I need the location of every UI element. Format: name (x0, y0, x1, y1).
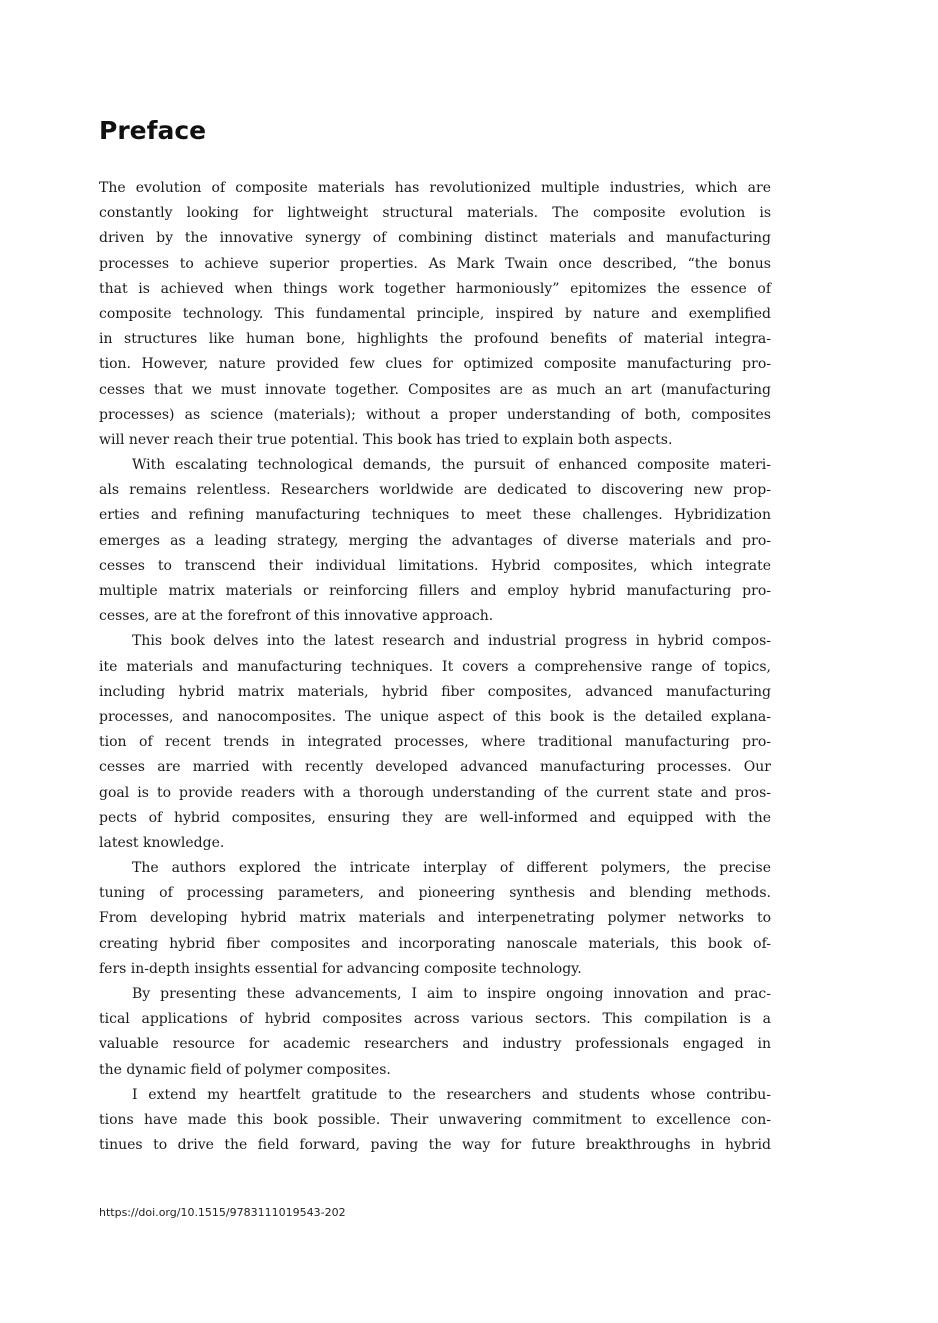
text-line: tions have made this book possible. Their unwavering commitment to excellence con- (99, 1111, 771, 1128)
text-line: tion. However, nature provided few clues for optimized composite manufacturing pro- (99, 356, 771, 373)
text-line: cesses, are at the forefront of this innovative approach. (99, 608, 494, 625)
text-line: ite materials and manufacturing techniques. It covers a comprehensive range of topics, (99, 658, 771, 675)
text-line: fers in-depth insights essential for advancing composite technology. (99, 960, 582, 977)
paragraph (99, 1083, 771, 1159)
body-text (99, 176, 771, 1158)
text-line: By presenting these advancements, I aim to inspire ongoing innovation and prac- (132, 986, 771, 1002)
text-line: processes to achieve superior properties. As Mark Twain once described, “the bonus (99, 255, 771, 272)
text-line: including hybrid matrix materials, hybrid fiber composites, advanced manufacturing (99, 683, 771, 700)
text-line: With escalating technological demands, the pursuit of enhanced composite materi- (132, 457, 771, 474)
text-line: latest knowledge. (99, 834, 225, 851)
text-line: tion of recent trends in integrated processes, where traditional manufacturing pro- (99, 734, 771, 751)
text-line: composite technology. This fundamental principle, inspired by nature and exemplified (99, 305, 771, 322)
text-line: driven by the innovative synergy of combining distinct materials and manufacturing (99, 230, 771, 247)
text-line: will never reach their true potential. This book has tried to explain both aspects. (99, 431, 673, 448)
text-line: The evolution of composite materials has revolutionized multiple industries, which are (99, 180, 771, 196)
text-line: multiple matrix materials or reinforcing fillers and employ hybrid manufacturing pro- (99, 583, 771, 599)
text-line: The authors explored the intricate interplay of different polymers, the precise (132, 860, 771, 877)
paragraph (99, 453, 771, 629)
text-line: processes, and nanocomposites. The unique aspect of this book is the detailed explana- (99, 708, 771, 725)
text-line: the dynamic field of polymer composites. (99, 1061, 391, 1078)
text-line: goal is to provide readers with a thorough understanding of the current state and pros- (99, 784, 771, 801)
paragraph (99, 982, 771, 1083)
text-line: that is achieved when things work together harmoniously” epitomizes the essence of (99, 280, 771, 297)
paragraph (99, 629, 771, 856)
text-line: From developing hybrid matrix materials and interpenetrating polymer networks to (99, 910, 771, 927)
text-line: I extend my heartfelt gratitude to the researchers and students whose contribu- (132, 1086, 771, 1103)
text-line: valuable resource for academic researchers and industry professionals engaged in (99, 1036, 771, 1053)
text-line: cesses that we must innovate together. Composites are as much an art (manufacturing (99, 381, 771, 398)
text-line: tuning of processing parameters, and pioneering synthesis and blending methods. (99, 885, 771, 902)
text-line: processes) as science (materials); without a proper understanding of both, composites (99, 406, 771, 423)
text-line: pects of hybrid composites, ensuring they are well-informed and equipped with the (99, 809, 771, 826)
text-line: cesses to transcend their individual limitations. Hybrid composites, which integrate (99, 557, 771, 574)
text-line: als remains relentless. Researchers worldwide are dedicated to discovering new prop- (99, 482, 771, 499)
text-line: in structures like human bone, highlights the profound benefits of material integra- (99, 331, 771, 348)
text-line: creating hybrid fiber composites and incorporating nanoscale materials, this book of- (99, 935, 771, 952)
text-line: tinues to drive the field forward, paving the way for future breakthroughs in hybrid (99, 1137, 771, 1154)
text-line: emerges as a leading strategy, merging the advantages of diverse materials and pro- (99, 532, 771, 549)
page-title: Preface (99, 116, 207, 145)
doi-link[interactable]: https://doi.org/10.1515/9783111019543-202 (99, 1206, 346, 1219)
paragraph (99, 176, 771, 453)
text-line: tical applications of hybrid composites across various sectors. This compilation is a (99, 1011, 771, 1028)
text-line: erties and refining manufacturing techniques to meet these challenges. Hybridization (99, 507, 771, 524)
text-line: cesses are married with recently developed advanced manufacturing processes. Our (99, 759, 771, 776)
text-line: This book delves into the latest research and industrial progress in hybrid compos- (132, 633, 771, 650)
paragraph (99, 856, 771, 982)
text-line: constantly looking for lightweight structural materials. The composite evolution is (99, 205, 771, 222)
